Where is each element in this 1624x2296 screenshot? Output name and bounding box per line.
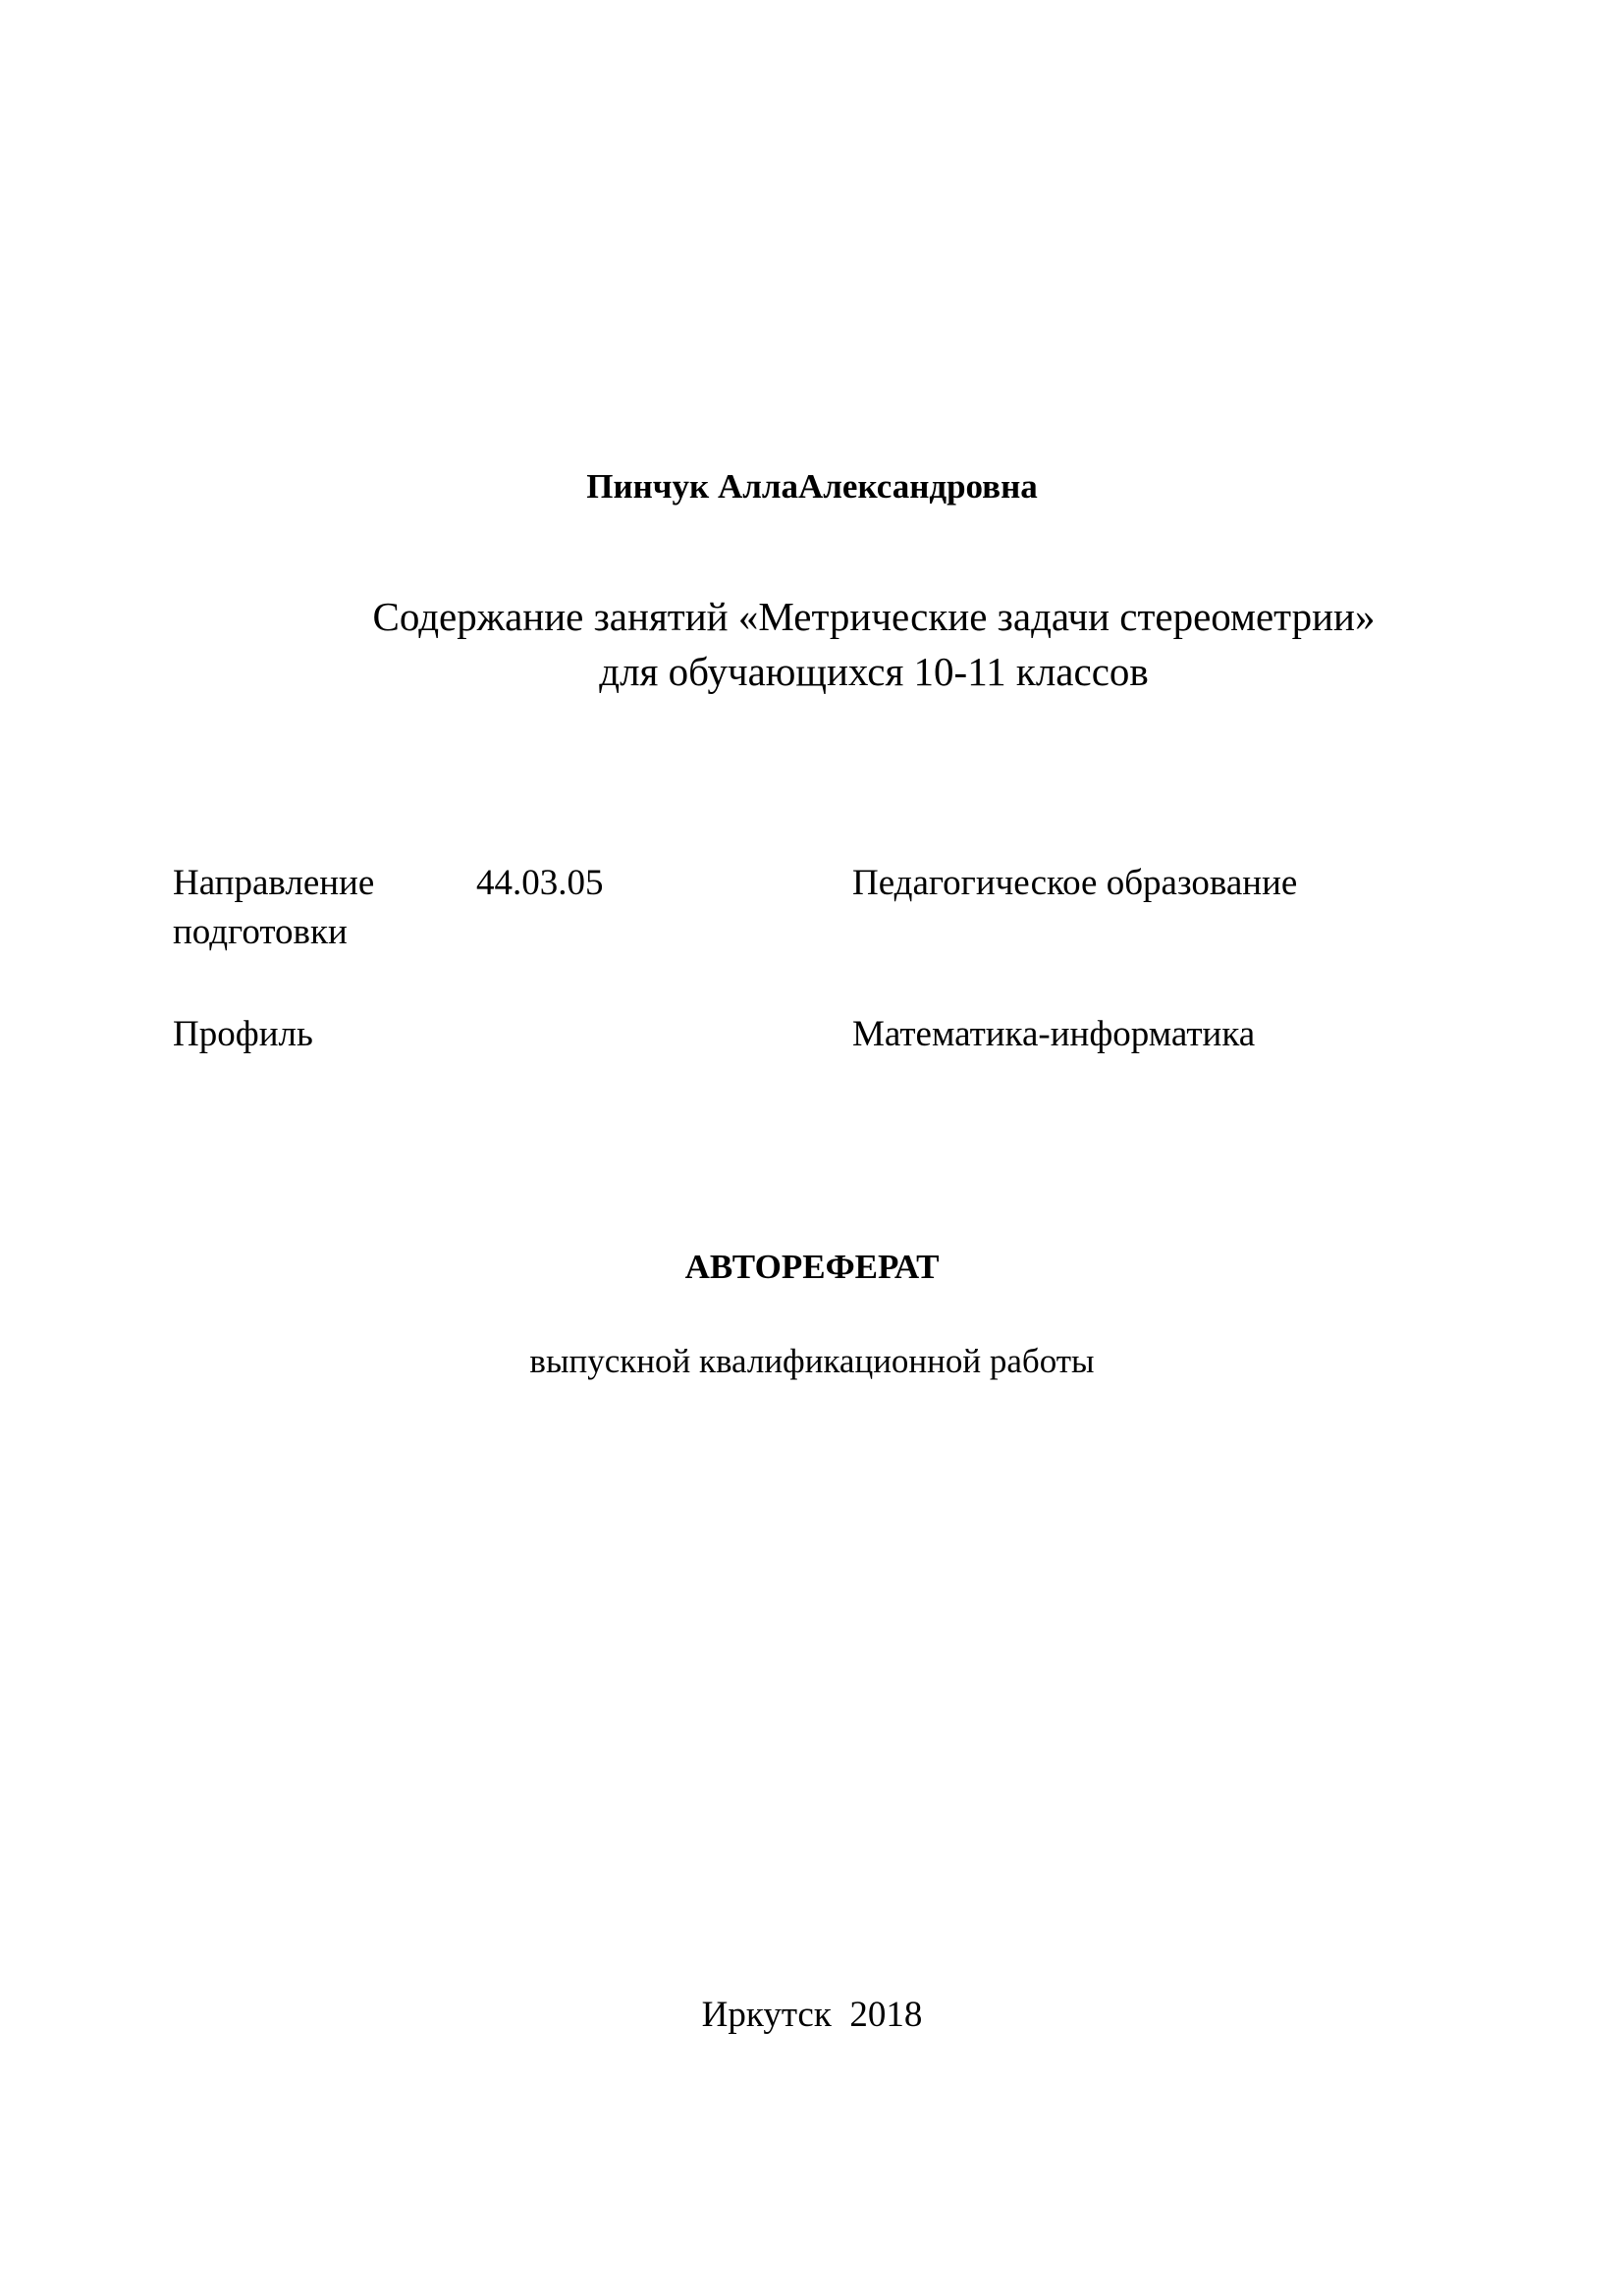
profile-label: Профиль [173,1014,313,1054]
work-title [236,589,1512,699]
direction-label-line-2: подготовки [173,912,348,952]
footer-place-year [0,1991,1624,2040]
document-subtype: выпускной квалификационной работы [529,1342,1095,1380]
direction-value: Педагогическое образование [852,863,1298,903]
direction-label [173,859,428,957]
work-title-line-2: для обучающихся 10-11 классов [599,649,1149,694]
direction-label-line-1: Направление [173,863,375,903]
author-name: Пинчук АллаАлександровна [586,467,1038,506]
profile-value: Математика-информатика [852,1014,1256,1054]
footer-city: Иркутск [701,1995,832,2035]
work-title-line-1: Содержание занятий «Метрические задачи стереометрии» [372,594,1376,639]
direction-code: 44.03.05 [476,863,604,903]
footer-year: 2018 [849,1995,923,2035]
document-type-heading: АВТОРЕФЕРАТ [684,1248,940,1286]
